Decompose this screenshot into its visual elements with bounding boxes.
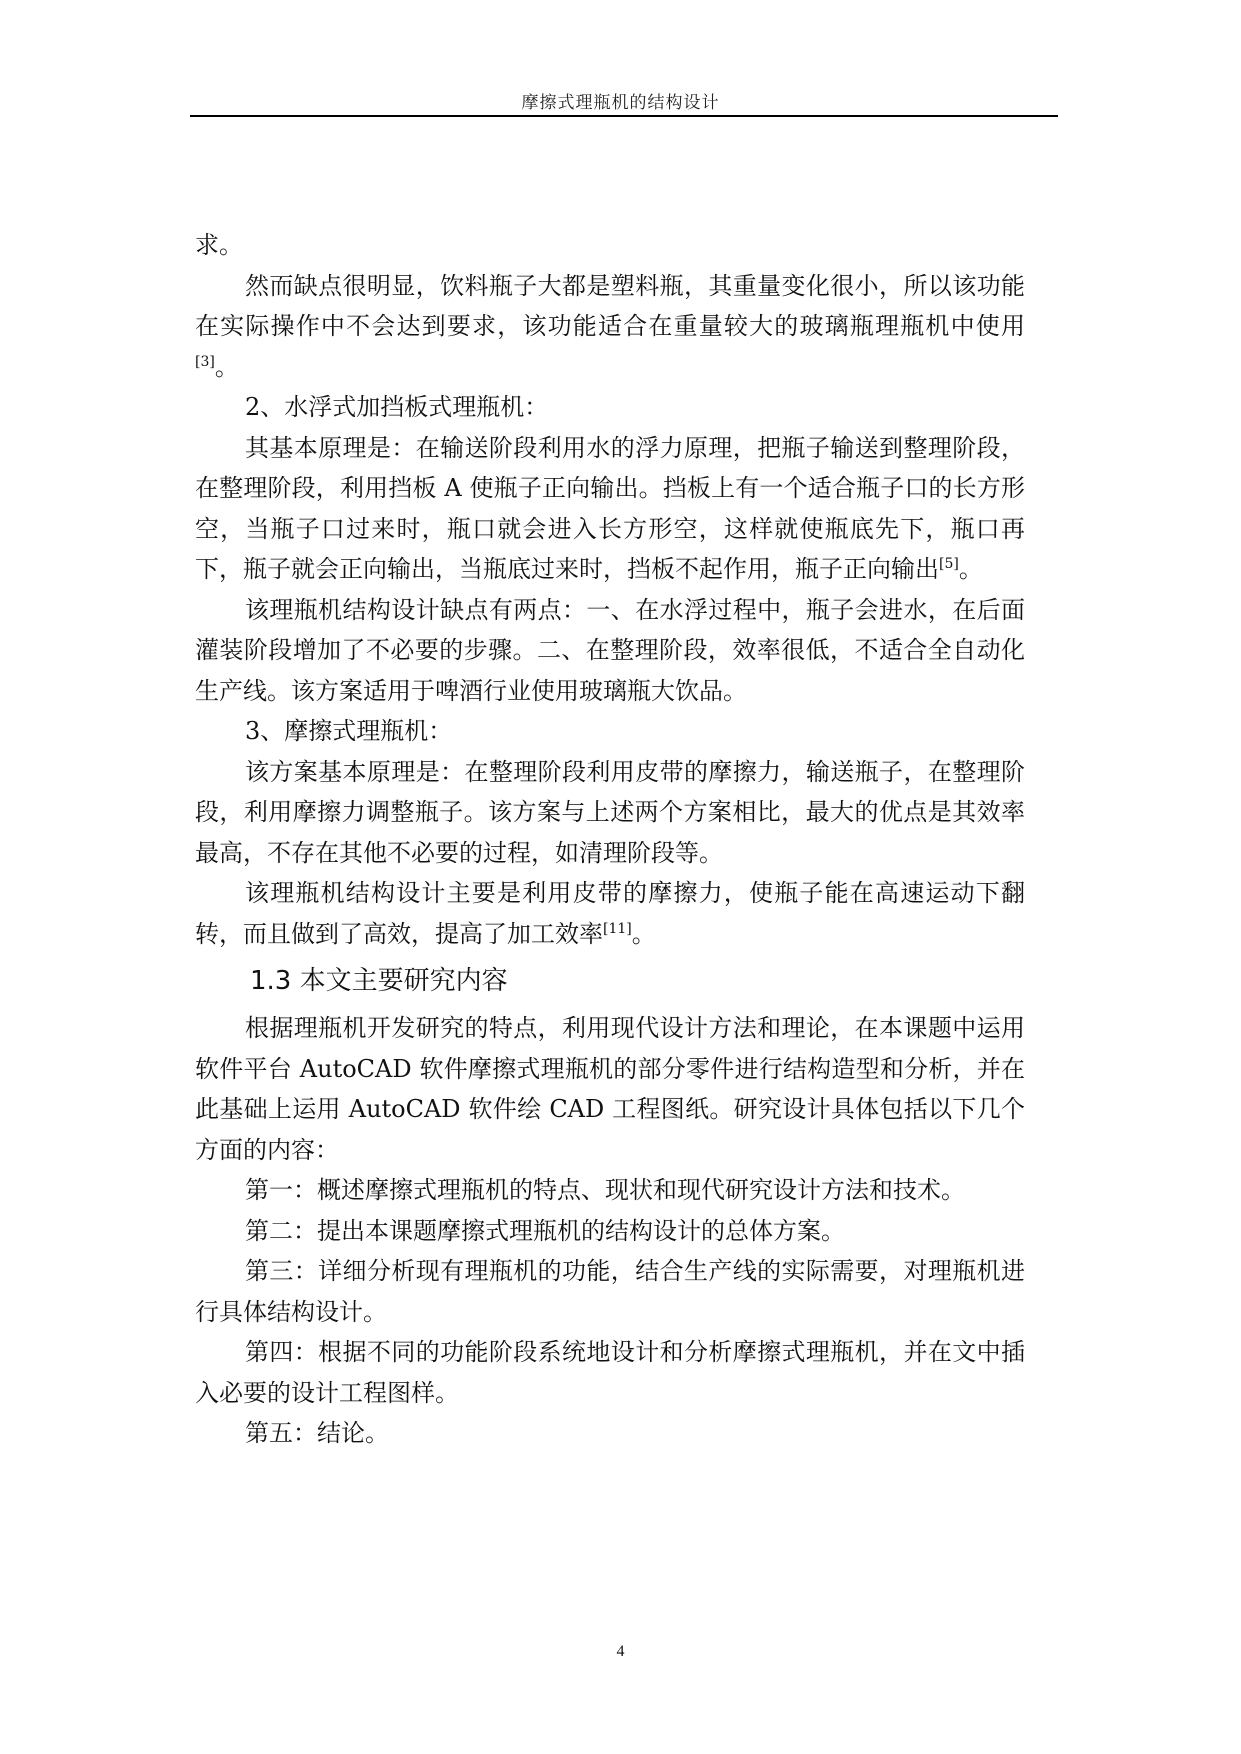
page-number: 4 <box>616 1643 625 1660</box>
paragraph-text: 该方案基本原理是：在整理阶段利用皮带的摩擦力，输送瓶子，在整理阶段，利用摩擦力调整瓶子。该方案与上述两个方案相比，最大的优点是其效率最高，不存在其他不必要的过程，如清理阶段等。 <box>195 757 1025 867</box>
page-header-rule <box>190 115 1058 117</box>
paragraph-tail: 。 <box>958 555 983 583</box>
paragraph-text: 1.3 本文主要研究内容 <box>250 966 508 996</box>
paragraph-text: 第三：详细分析现有理瓶机的功能，结合生产线的实际需要，对理瓶机进行具体结构设计。 <box>195 1257 1025 1326</box>
paragraph <box>195 225 1025 266</box>
paragraph-text: 3、摩擦式理瓶机： <box>245 717 453 745</box>
paragraph <box>195 387 1025 428</box>
body-text <box>195 225 1025 1454</box>
paragraph <box>195 1413 1025 1454</box>
paragraph-text: 第四：根据不同的功能阶段系统地设计和分析摩擦式理瓶机，并在文中插入必要的设计工程图样。 <box>195 1338 1025 1407</box>
paragraph-text: 其基本原理是：在输送阶段利用水的浮力原理，把瓶子输送到整理阶段，在整理阶段，利用挡板 A 使瓶子正向输出。挡板上有一个适合瓶子口的长方形空，当瓶子口过来时，瓶口就会进入长方形空，这样就使瓶底先下，瓶口再下，瓶子就会正向输出，当瓶底过来时，挡板不起作用，瓶子正向输出 <box>195 433 1025 583</box>
paragraph-text: 第五：结论。 <box>245 1419 389 1447</box>
paragraph-text: 第二：提出本课题摩擦式理瓶机的结构设计的总体方案。 <box>245 1216 845 1245</box>
paragraph-tail: 。 <box>214 352 239 381</box>
paragraph-text: 求。 <box>195 231 243 259</box>
paragraph-text: 该理瓶机结构设计缺点有两点：一、在水浮过程中，瓶子会进水，在后面灌装阶段增加了不必要的步骤。二、在整理阶段，效率很低，不适合全自动化生产线。该方案适用于啤酒行业使用玻璃瓶大饮品。 <box>195 595 1025 705</box>
paragraph <box>195 1170 1025 1211</box>
paragraph <box>195 873 1025 954</box>
paragraph <box>195 1251 1025 1332</box>
page-header-title: 摩擦式理瓶机的结构设计 <box>521 93 720 113</box>
paragraph <box>195 1008 1025 1170</box>
paragraph-text: 然而缺点很明显，饮料瓶子大都是塑料瓶，其重量变化很小，所以该功能在实际操作中不会达到要求，该功能适合在重量较大的玻璃瓶理瓶机中使用 <box>195 271 1025 340</box>
paragraph <box>195 752 1025 874</box>
paragraph <box>195 266 1025 388</box>
citation-ref: [5] <box>939 556 959 572</box>
paragraph-text: 2、水浮式加挡板式理瓶机： <box>245 393 549 421</box>
paragraph-tail: 。 <box>631 919 656 948</box>
paragraph <box>195 590 1025 712</box>
paragraph-text: 第一：概述摩擦式理瓶机的特点、现状和现代研究设计方法和技术。 <box>245 1176 965 1204</box>
paragraph <box>195 711 1025 752</box>
paragraph-text: 该理瓶机结构设计主要是利用皮带的摩擦力，使瓶子能在高速运动下翻转，而且做到了高效，提高了加工效率 <box>195 879 1025 948</box>
paragraph <box>195 1211 1025 1252</box>
citation-ref: [11] <box>603 920 632 937</box>
citation-ref: [3] <box>195 353 215 370</box>
paragraph <box>195 1332 1025 1413</box>
paragraph-text: 根据理瓶机开发研究的特点，利用现代设计方法和理论，在本课题中运用软件平台 AutoCAD 软件摩擦式理瓶机的部分零件进行结构造型和分析，并在此基础上运用 AutoCAD 软件绘 CAD 工程图纸。研究设计具体包括以下几个方面的内容： <box>195 1014 1025 1164</box>
section-heading <box>195 954 1025 1008</box>
paragraph <box>195 428 1025 590</box>
